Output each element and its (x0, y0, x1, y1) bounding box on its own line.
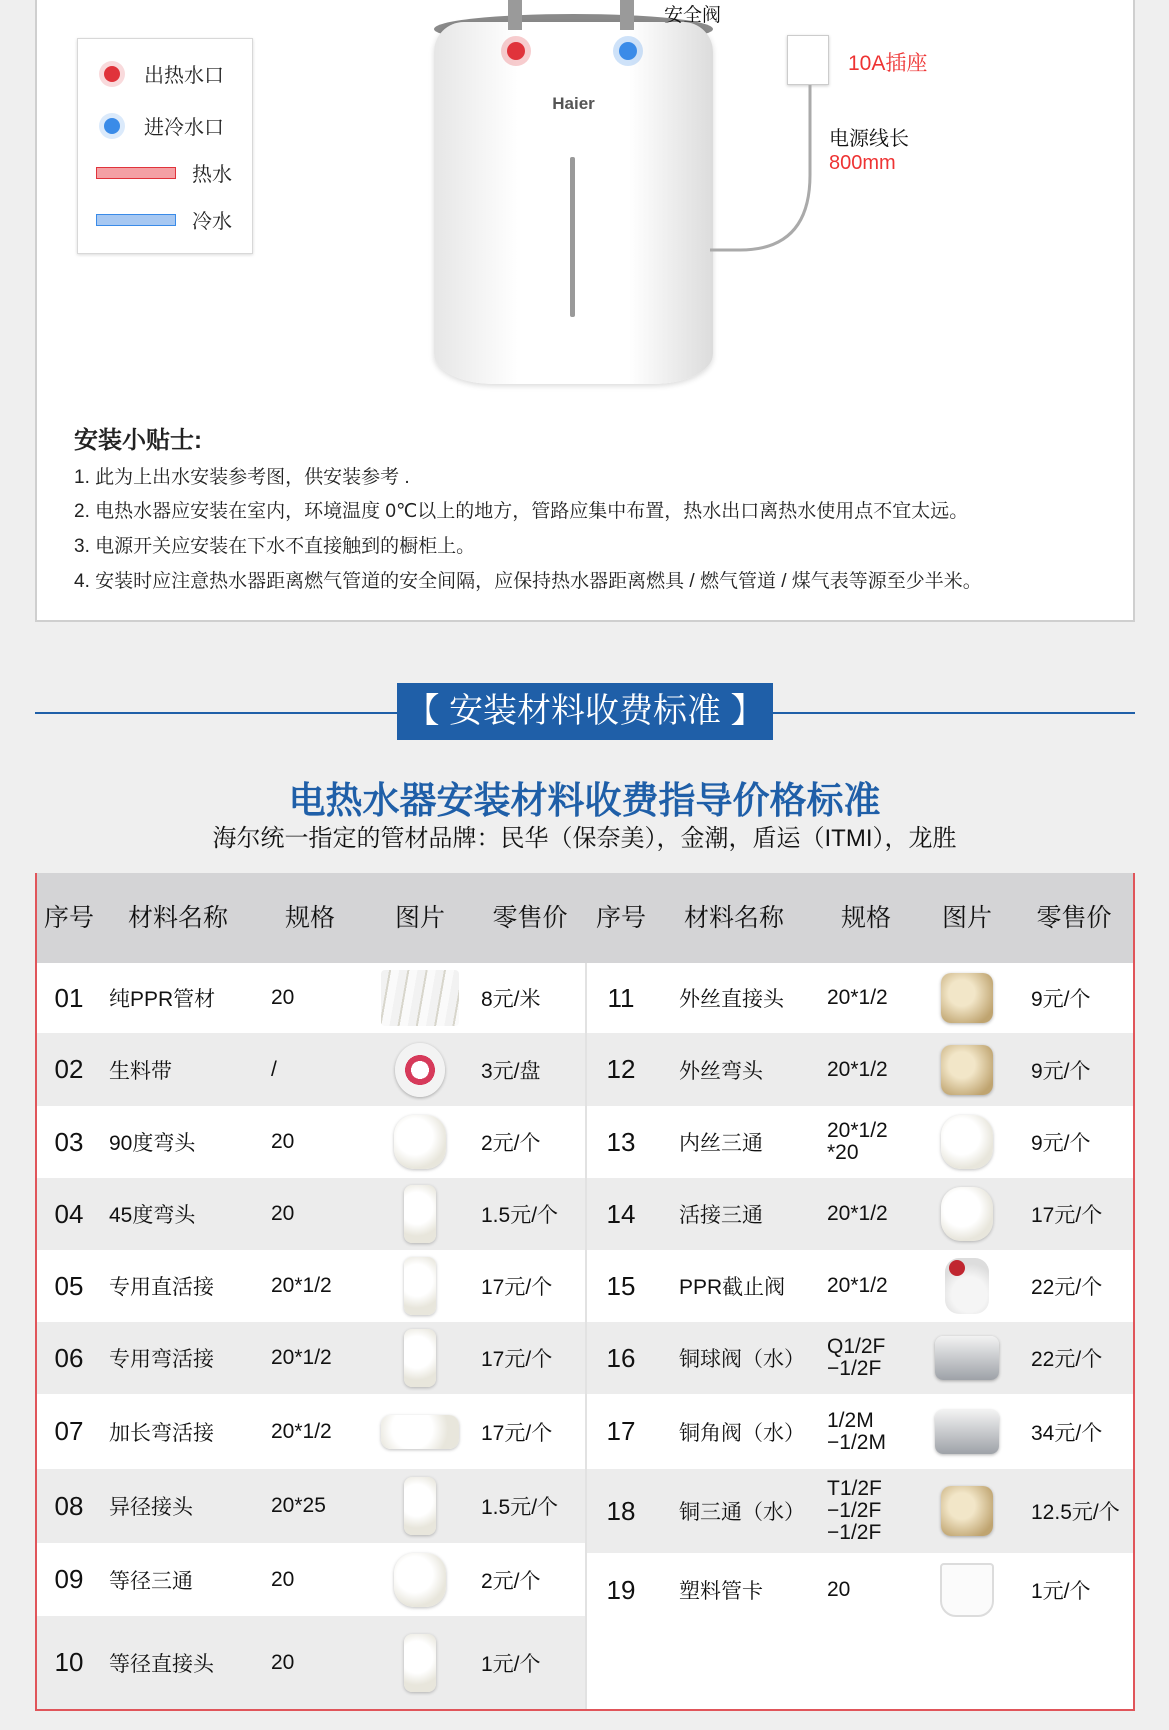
row-number: 08 (54, 1490, 84, 1521)
material-name: 铜角阀（水） (679, 1421, 805, 1445)
retail-price: 1.5元/个 (481, 1496, 559, 1519)
material-name: 等径直接头 (109, 1652, 214, 1676)
retail-price: 1元/个 (481, 1652, 541, 1676)
spec-text: 20*1/2 (827, 986, 888, 1009)
header-name: 材料名称 (683, 904, 784, 932)
spec-text: 20*1/2 (827, 1202, 888, 1225)
material-spec (827, 1322, 919, 1394)
retail-price: 12.5元/个 (1031, 1501, 1120, 1524)
equal-coupling-icon (404, 1634, 436, 1692)
female-tee-icon (941, 1115, 993, 1169)
legend-label: 冷水 (192, 211, 232, 233)
legend-label: 出热水口 (144, 65, 224, 87)
row-number: 06 (54, 1342, 84, 1373)
retail-price: 34元/个 (1031, 1421, 1103, 1445)
material-name: 专用直活接 (109, 1276, 214, 1299)
material-picture (919, 1553, 1015, 1627)
material-spec (271, 1469, 365, 1543)
tape-icon (395, 1043, 445, 1097)
elbow-90-icon (394, 1115, 446, 1169)
retail-price: 2元/个 (481, 1132, 541, 1155)
spec-text: 20 (271, 1130, 295, 1153)
header-no: 序号 (595, 904, 646, 932)
row-number: 13 (606, 1126, 636, 1157)
table-row (37, 1469, 585, 1543)
table-row (37, 1033, 585, 1106)
spec-text: 20*1/2 (271, 1346, 332, 1369)
tip-item: 2. 电热水器应安装在室内，环境温度 0℃以上的地方，管路应集中布置，热水出口离热水使用点不宜太远。 (74, 501, 969, 522)
retail-price: 1元/个 (1031, 1580, 1091, 1603)
price-standard-title: 电热水器安装材料收费指导价格标准 (288, 780, 881, 821)
material-picture (919, 1250, 1015, 1322)
table-header-row (37, 873, 1133, 963)
table-row (587, 1033, 1133, 1106)
material-spec (827, 1553, 919, 1627)
material-name: 加长弯活接 (109, 1421, 214, 1445)
table-row (587, 1106, 1133, 1178)
legend-label: 热水 (192, 164, 232, 186)
legend-cold-water (96, 205, 232, 234)
cold-inlet-port-icon (619, 42, 637, 60)
header-picture: 图片 (394, 904, 445, 932)
retail-price: 9元/个 (1031, 988, 1091, 1011)
material-spec (271, 963, 365, 1033)
spec-text: 20 (271, 1202, 295, 1225)
material-picture (365, 1543, 475, 1616)
ball-valve-icon (935, 1336, 999, 1380)
header-picture: 图片 (941, 904, 992, 932)
material-name: 45度弯头 (109, 1204, 196, 1227)
retail-price: 17元/个 (1031, 1204, 1103, 1227)
spec-text: 20*1/2 (271, 1274, 332, 1297)
row-number: 10 (54, 1647, 84, 1677)
hot-outlet-port-icon (507, 42, 525, 60)
row-number: 03 (54, 1126, 84, 1157)
material-name: 专用弯活接 (109, 1348, 214, 1371)
spec-text: T1/2F −1/2F −1/2F (827, 1477, 882, 1544)
material-picture (365, 1322, 475, 1394)
material-picture (919, 1178, 1015, 1250)
material-picture (365, 1394, 475, 1469)
material-picture (365, 1178, 475, 1250)
row-number: 17 (606, 1416, 636, 1446)
retail-price: 22元/个 (1031, 1348, 1103, 1371)
row-number: 19 (606, 1574, 636, 1605)
angle-valve-icon (935, 1410, 999, 1454)
material-name: 90度弯头 (109, 1132, 196, 1155)
material-picture (919, 1394, 1015, 1469)
material-spec (271, 1543, 365, 1616)
hot-pipe-icon (508, 0, 522, 30)
material-spec (827, 1250, 919, 1322)
retail-price: 3元/盘 (481, 1059, 541, 1083)
male-coupling-icon (941, 973, 993, 1023)
water-heater-illustration (434, 22, 713, 384)
material-spec (827, 1394, 919, 1469)
material-spec (271, 1178, 365, 1250)
section-title: 【 安装材料收费标准 】 (397, 683, 773, 740)
material-name: 铜三通（水） (679, 1501, 805, 1524)
table-row (37, 1394, 585, 1469)
hot-outlet-dot-icon (104, 66, 120, 82)
spec-text: 20*1/2 (271, 1419, 332, 1443)
retail-price: 9元/个 (1031, 1059, 1091, 1083)
material-spec (827, 1033, 919, 1106)
power-cable-icon (700, 85, 820, 265)
material-name: 活接三通 (679, 1204, 763, 1227)
spec-text: 20*25 (271, 1494, 326, 1517)
table-row (37, 1250, 585, 1322)
hot-water-arrow-icon (96, 167, 176, 179)
material-spec (271, 1394, 365, 1469)
table-row (587, 1394, 1133, 1469)
spec-text: 1/2M −1/2M (827, 1408, 886, 1454)
retail-price: 22元/个 (1031, 1276, 1103, 1299)
material-spec (271, 1322, 365, 1394)
row-number: 04 (54, 1198, 84, 1229)
row-number: 01 (54, 982, 84, 1013)
row-number: 02 (54, 1054, 84, 1084)
table-row (587, 1469, 1133, 1553)
material-picture (919, 963, 1015, 1033)
table-row (587, 1250, 1133, 1322)
material-picture (365, 1033, 475, 1106)
material-name: 外丝弯头 (679, 1059, 763, 1083)
table-row (587, 1553, 1133, 1627)
material-spec (271, 1106, 365, 1178)
power-socket-icon (787, 35, 829, 85)
spec-text: 20 (271, 1650, 295, 1674)
row-number: 14 (606, 1198, 636, 1229)
spec-text: 20*1/2 (827, 1057, 888, 1081)
section-line-left (35, 712, 397, 714)
retail-price: 9元/个 (1031, 1132, 1091, 1155)
material-name: 异径接头 (109, 1496, 193, 1519)
legend-hot-water (96, 158, 232, 187)
retail-price: 8元/米 (481, 988, 541, 1011)
tip-item: 1. 此为上出水安装参考图，供安装参考 . (74, 467, 410, 488)
row-number: 18 (606, 1495, 636, 1526)
material-picture (365, 1106, 475, 1178)
cable-length-label (829, 127, 909, 175)
material-name: 塑料管卡 (679, 1580, 763, 1603)
material-spec (271, 1033, 365, 1106)
material-picture (919, 1033, 1015, 1106)
material-picture (365, 963, 475, 1033)
tips-title: 安装小贴士: (74, 427, 202, 454)
spec-text: 20 (271, 1567, 295, 1591)
spec-text: / (271, 1057, 277, 1081)
spec-text: 20 (827, 1578, 851, 1601)
column-divider (585, 963, 587, 1709)
row-number: 16 (606, 1342, 636, 1373)
male-elbow-icon (941, 1045, 993, 1095)
elbow-union-icon (404, 1329, 436, 1387)
row-number: 15 (606, 1270, 636, 1301)
straight-union-icon (404, 1257, 436, 1315)
row-number: 11 (607, 982, 635, 1013)
material-picture (919, 1322, 1015, 1394)
row-number: 07 (54, 1416, 84, 1446)
material-picture (365, 1250, 475, 1322)
material-picture (365, 1469, 475, 1543)
header-price: 零售价 (1036, 904, 1112, 932)
material-spec (827, 1106, 919, 1178)
table-row (37, 1106, 585, 1178)
material-picture (919, 1106, 1015, 1178)
table-row (37, 1616, 585, 1709)
equal-tee-icon (394, 1553, 446, 1607)
table-row (37, 1322, 585, 1394)
retail-price: 17元/个 (481, 1276, 553, 1299)
table-row (37, 1543, 585, 1616)
union-tee-icon (941, 1187, 993, 1241)
material-spec (827, 1469, 919, 1553)
row-number: 12 (606, 1054, 636, 1084)
header-name: 材料名称 (127, 904, 228, 932)
material-name: 外丝直接头 (679, 988, 784, 1011)
header-no: 序号 (43, 904, 94, 932)
material-picture (365, 1616, 475, 1709)
heater-indicator-line (570, 157, 575, 317)
retail-price: 1.5元/个 (481, 1204, 559, 1227)
header-spec: 规格 (284, 904, 335, 932)
pipe-icon (381, 970, 459, 1026)
safety-valve-label: 安全阀 (664, 5, 722, 26)
material-picture (919, 1469, 1015, 1553)
cable-label-text: 电源线长 (829, 128, 909, 150)
row-number: 09 (54, 1564, 84, 1594)
material-spec (271, 1250, 365, 1322)
material-spec (271, 1616, 365, 1709)
table-row (37, 963, 585, 1033)
retail-price: 2元/个 (481, 1569, 541, 1593)
spec-text: Q1/2F −1/2F (827, 1335, 886, 1380)
stop-valve-icon (945, 1258, 989, 1314)
spec-text: 20*1/2 *20 (827, 1119, 888, 1164)
spec-text: 20*1/2 (827, 1274, 888, 1297)
brand-subtitle: 海尔统一指定的管材品牌：民华（保奈美），金潮，盾运（ITMI），龙胜 (212, 825, 957, 852)
table-row (587, 963, 1133, 1033)
material-name: 生料带 (109, 1059, 172, 1083)
materials-price-table (35, 873, 1135, 1711)
elbow-45-icon (404, 1185, 436, 1243)
cold-water-arrow-icon (96, 214, 176, 226)
material-name: PPR截止阀 (679, 1276, 786, 1299)
material-name: 内丝三通 (679, 1132, 763, 1155)
section-line-right (773, 712, 1135, 714)
legend-hot-outlet (96, 59, 224, 88)
pipe-clip-icon (940, 1563, 994, 1617)
row-number: 05 (54, 1270, 84, 1301)
material-spec (827, 963, 919, 1033)
tip-item: 3. 电源开关应安装在下水不直接触到的橱柜上。 (74, 536, 476, 557)
retail-price: 17元/个 (481, 1348, 553, 1371)
legend-label: 进冷水口 (144, 117, 224, 139)
table-row (587, 1322, 1133, 1394)
reducer-icon (404, 1477, 436, 1535)
cold-inlet-dot-icon (104, 118, 120, 134)
socket-label: 10A插座 (848, 52, 928, 75)
cable-length-value: 800mm (829, 152, 896, 174)
heater-brand: Haier (552, 94, 595, 113)
brass-tee-icon (941, 1486, 993, 1536)
material-name: 等径三通 (109, 1569, 193, 1593)
header-price: 零售价 (492, 904, 568, 932)
legend-cold-inlet (96, 111, 224, 140)
legend (77, 38, 253, 254)
retail-price: 17元/个 (481, 1421, 553, 1445)
spec-text: 20 (271, 986, 295, 1009)
material-name: 铜球阀（水） (679, 1348, 805, 1371)
material-name: 纯PPR管材 (109, 988, 216, 1011)
table-row (587, 1178, 1133, 1250)
tip-item: 4. 安装时应注意热水器距离燃气管道的安全间隔，应保持热水器距离燃具 / 燃气管道 / 煤气表等源至少半米。 (74, 571, 982, 592)
long-elbow-union-icon (381, 1415, 459, 1449)
header-spec: 规格 (840, 904, 891, 932)
cold-pipe-icon (620, 0, 634, 30)
table-row (37, 1178, 585, 1250)
material-spec (827, 1178, 919, 1250)
